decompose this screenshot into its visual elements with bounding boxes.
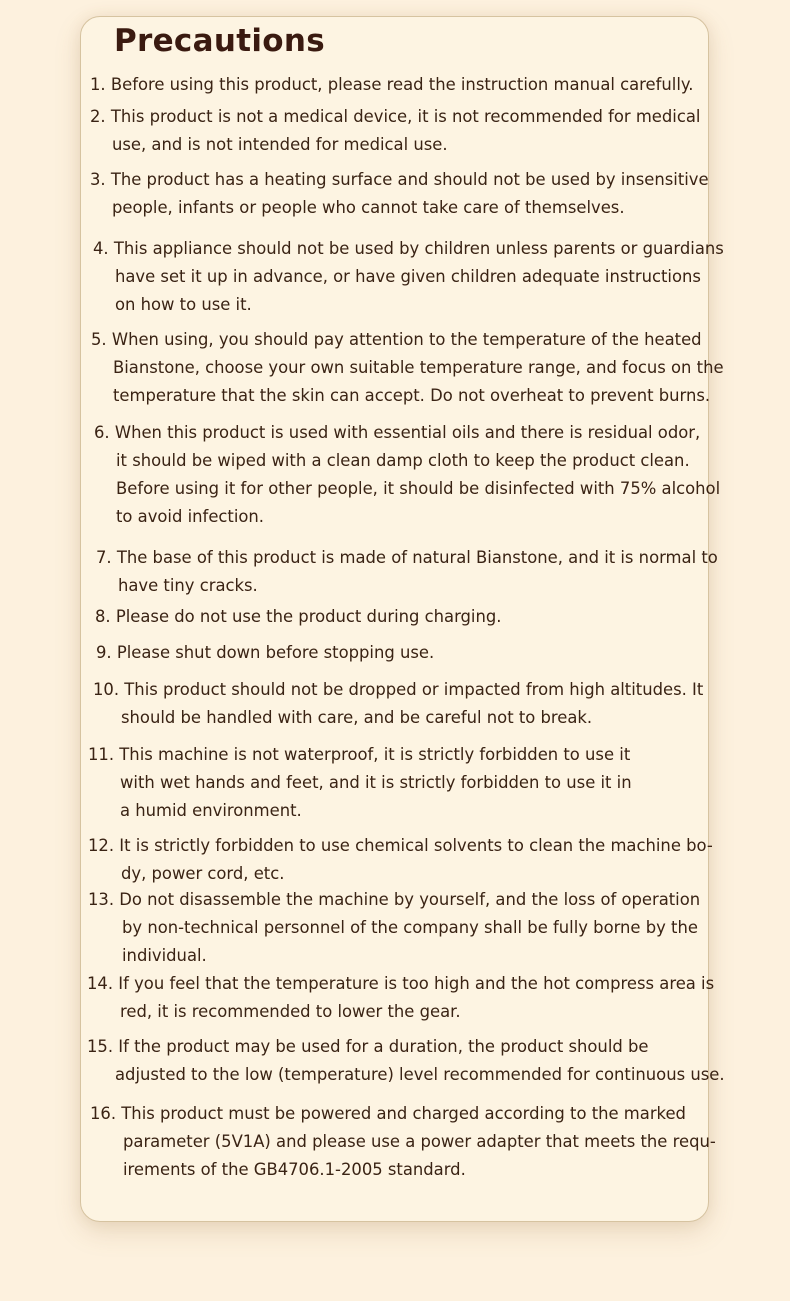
list-item	[90, 1100, 716, 1184]
list-item	[88, 741, 632, 825]
list-item-first-line	[93, 235, 724, 263]
list-item-text: Before using it for other people, it should be disinfected with 75% alcohol	[116, 479, 721, 498]
list-item	[96, 544, 718, 600]
list-item	[94, 419, 720, 531]
list-item-line	[94, 447, 720, 475]
list-item-line	[93, 704, 703, 732]
list-item-text: by non-technical personnel of the company shall be fully borne by the	[122, 918, 698, 937]
list-item-text: use, and is not intended for medical use.	[112, 135, 448, 154]
list-item-text: on how to use it.	[115, 295, 252, 314]
list-item-text: a humid environment.	[120, 801, 302, 820]
list-item-text: adjusted to the low (temperature) level recommended for continuous use.	[115, 1065, 725, 1084]
list-item	[95, 603, 501, 631]
list-item-number: 6.	[94, 423, 110, 442]
list-item-text: Do not disassemble the machine by yourself, and the loss of operation	[119, 890, 701, 909]
list-item-number: 8.	[95, 607, 111, 626]
list-item-first-line	[95, 603, 501, 631]
list-item-line	[88, 769, 632, 797]
list-item-text: to avoid infection.	[116, 507, 265, 526]
list-item-number: 4.	[93, 239, 109, 258]
list-item-first-line	[93, 676, 703, 704]
list-item-line	[96, 572, 718, 600]
list-item-first-line	[87, 970, 714, 998]
list-item-line	[88, 860, 713, 888]
list-item-line	[91, 354, 724, 382]
list-item-first-line	[90, 1100, 716, 1128]
list-item-text: Bianstone, choose your own suitable temperature range, and focus on the	[113, 358, 724, 377]
list-item-text: temperature that the skin can accept. Do not overheat to prevent burns.	[113, 386, 711, 405]
list-item-first-line	[88, 886, 700, 914]
list-item-text: people, infants or people who cannot take care of themselves.	[112, 198, 625, 217]
list-item-number: 3.	[90, 170, 106, 189]
list-item-line	[90, 131, 700, 159]
list-item-number: 14.	[87, 974, 114, 993]
list-item-text: This product must be powered and charged according to the marked	[121, 1104, 686, 1123]
page-title: Precautions	[114, 23, 325, 59]
list-item-text: This appliance should not be used by children unless parents or guardians	[113, 239, 724, 258]
list-item-first-line	[87, 1033, 725, 1061]
list-item-first-line	[88, 741, 632, 769]
list-item-text: If you feel that the temperature is too high and the hot compress area is	[118, 974, 715, 993]
list-item	[90, 166, 709, 222]
list-item-line	[94, 475, 720, 503]
list-item-line	[93, 263, 724, 291]
list-item-first-line	[96, 639, 434, 667]
list-item-number: 1.	[90, 75, 106, 94]
list-item-line	[90, 1156, 716, 1184]
list-item-line	[88, 942, 700, 970]
list-item-text: individual.	[122, 946, 207, 965]
list-item-number: 10.	[93, 680, 120, 699]
list-item-text: The base of this product is made of natural Bianstone, and it is normal to	[116, 548, 718, 567]
list-item-text: have tiny cracks.	[118, 576, 258, 595]
list-item-text: with wet hands and feet, and it is strictly forbidden to use it in	[120, 773, 632, 792]
list-item-number: 7.	[96, 548, 112, 567]
list-item-text: it should be wiped with a clean damp cloth to keep the product clean.	[116, 451, 690, 470]
list-item-number: 9.	[96, 643, 112, 662]
list-item	[93, 235, 724, 319]
list-item-text: It is strictly forbidden to use chemical solvents to clean the machine bo-	[119, 836, 713, 855]
list-item	[87, 970, 714, 1026]
list-item-text: dy, power cord, etc.	[121, 864, 285, 883]
list-item-number: 11.	[88, 745, 115, 764]
list-item-line	[91, 382, 724, 410]
list-item	[88, 886, 700, 970]
list-item-line	[90, 194, 709, 222]
list-item-text: This machine is not waterproof, it is strictly forbidden to use it	[119, 745, 631, 764]
list-item-number: 5.	[91, 330, 107, 349]
list-item-number: 16.	[90, 1104, 117, 1123]
list-item-line	[87, 1061, 725, 1089]
list-item-text: Before using this product, please read the instruction manual carefully.	[110, 75, 694, 94]
list-item-first-line	[90, 103, 700, 131]
list-item-line	[94, 503, 720, 531]
list-item-text: red, it is recommended to lower the gear.	[120, 1002, 461, 1021]
list-item-first-line	[88, 832, 713, 860]
list-item-first-line	[91, 326, 724, 354]
list-item-text: irements of the GB4706.1-2005 standard.	[123, 1160, 466, 1179]
list-item-text: should be handled with care, and be careful not to break.	[121, 708, 593, 727]
list-item-first-line	[90, 166, 709, 194]
list-item-number: 13.	[88, 890, 115, 909]
list-item	[87, 1033, 725, 1089]
list-item-line	[90, 1128, 716, 1156]
list-item-text: have set it up in advance, or have given children adequate instructions	[115, 267, 701, 286]
list-item	[93, 676, 703, 732]
list-item	[90, 71, 693, 99]
list-item-first-line	[94, 419, 720, 447]
list-item-number: 2.	[90, 107, 106, 126]
list-item	[90, 103, 700, 159]
list-item-text: This product should not be dropped or impacted from high altitudes. It	[124, 680, 704, 699]
list-item-number: 12.	[88, 836, 115, 855]
list-item-text: Please do not use the product during charging.	[115, 607, 502, 626]
list-item	[88, 832, 713, 888]
list-item-text: If the product may be used for a duration, the product should be	[118, 1037, 649, 1056]
list-item-text: The product has a heating surface and should not be used by insensitive	[110, 170, 709, 189]
list-item-line	[87, 998, 714, 1026]
list-item	[96, 639, 434, 667]
list-item-text: When using, you should pay attention to the temperature of the heated	[111, 330, 702, 349]
list-item-text: When this product is used with essential oils and there is residual odor,	[114, 423, 701, 442]
list-item-line	[93, 291, 724, 319]
list-item-first-line	[96, 544, 718, 572]
list-item-text: parameter (5V1A) and please use a power adapter that meets the requ-	[123, 1132, 716, 1151]
list-item-line	[88, 914, 700, 942]
list-item-number: 15.	[87, 1037, 114, 1056]
list-item-text: This product is not a medical device, it is not recommended for medical	[110, 107, 701, 126]
list-item-text: Please shut down before stopping use.	[116, 643, 435, 662]
list-item-line	[88, 797, 632, 825]
list-item	[91, 326, 724, 410]
list-item-first-line	[90, 71, 693, 99]
